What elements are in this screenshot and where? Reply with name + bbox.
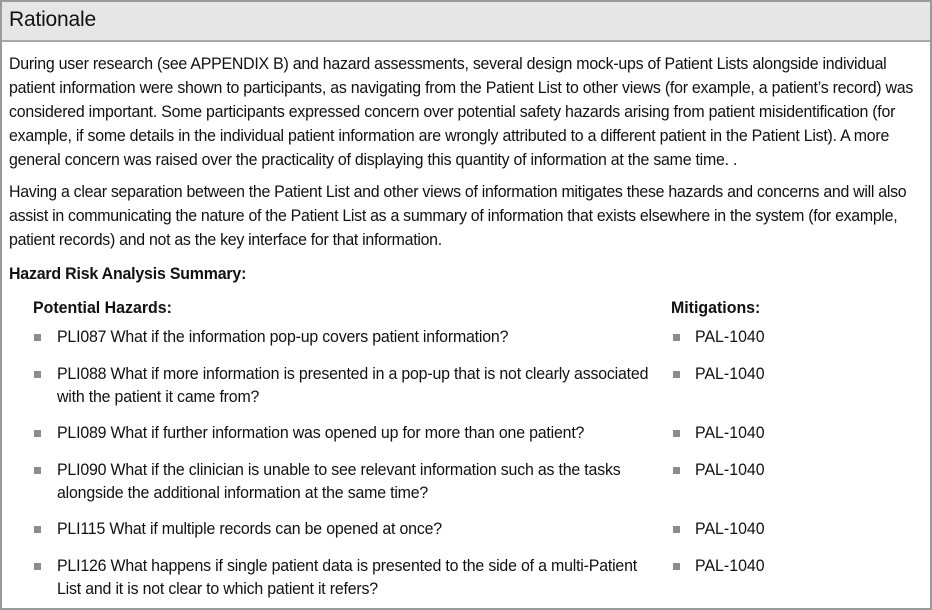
panel-title: Rationale xyxy=(9,8,96,31)
mitigation-text: PAL-1040 xyxy=(695,328,765,346)
bullet-icon xyxy=(34,526,41,533)
bullet-icon xyxy=(673,371,680,378)
hazard-text: PLI115 What if multiple records can be opened at once? xyxy=(57,520,442,538)
bullet-icon xyxy=(34,371,41,378)
mitigation-text: PAL-1040 xyxy=(695,520,765,538)
hazard-text: PLI089 What if further information was opened up for more than one patient? xyxy=(57,424,585,442)
hazard-text: PLI126 What happens if single patient data is presented to the side of a multi-Patient List and it is not clear to which patient it refers? xyxy=(57,557,637,598)
bullet-icon xyxy=(673,526,680,533)
panel-header xyxy=(2,2,930,42)
column-header-hazards: Potential Hazards: xyxy=(33,299,172,317)
rationale-paragraph-2: Having a clear separation between the Patient List and other views of information mitigates these hazards and concerns and will also assist in communicating the nature of the Patient List as a summary of information that exists elsewhere in the system (for example, patient records) and not as the key interface for that information. xyxy=(9,183,907,249)
bullet-icon xyxy=(34,430,41,437)
mitigation-text: PAL-1040 xyxy=(695,424,765,442)
rationale-paragraph-1: During user research (see APPENDIX B) and hazard assessments, several design mock-ups of Patient Lists alongside individual patient information were shown to participants, as navigating from the Patient List to other views (for example, a patient’s record) was considered important. Some participants expressed concern over potential safety hazards arising from patient misidentification (for example, if some details in the individual patient information are wrongly attributed to a different patient in the Patient List). A more general concern was raised over the practicality of displaying this quantity of information at the same time. . xyxy=(9,55,914,169)
bullet-icon xyxy=(673,467,680,474)
hazard-text: PLI087 What if the information pop-up covers patient information? xyxy=(57,328,509,346)
column-header-mitigations: Mitigations: xyxy=(671,299,761,317)
mitigation-text: PAL-1040 xyxy=(695,365,765,383)
hazard-summary-heading: Hazard Risk Analysis Summary: xyxy=(9,265,247,283)
hazard-text: PLI088 What if more information is presented in a pop-up that is not clearly associated with the patient it came from? xyxy=(57,365,649,406)
bullet-icon xyxy=(673,334,680,341)
bullet-icon xyxy=(34,467,41,474)
mitigation-text: PAL-1040 xyxy=(695,557,765,575)
bullet-icon xyxy=(673,430,680,437)
bullet-icon xyxy=(34,334,41,341)
mitigation-text: PAL-1040 xyxy=(695,461,765,479)
bullet-icon xyxy=(34,563,41,570)
hazard-text: PLI090 What if the clinician is unable to see relevant information such as the tasks alongside the additional information at the same time? xyxy=(57,461,621,502)
panel-body xyxy=(2,42,930,286)
bullet-icon xyxy=(673,563,680,570)
